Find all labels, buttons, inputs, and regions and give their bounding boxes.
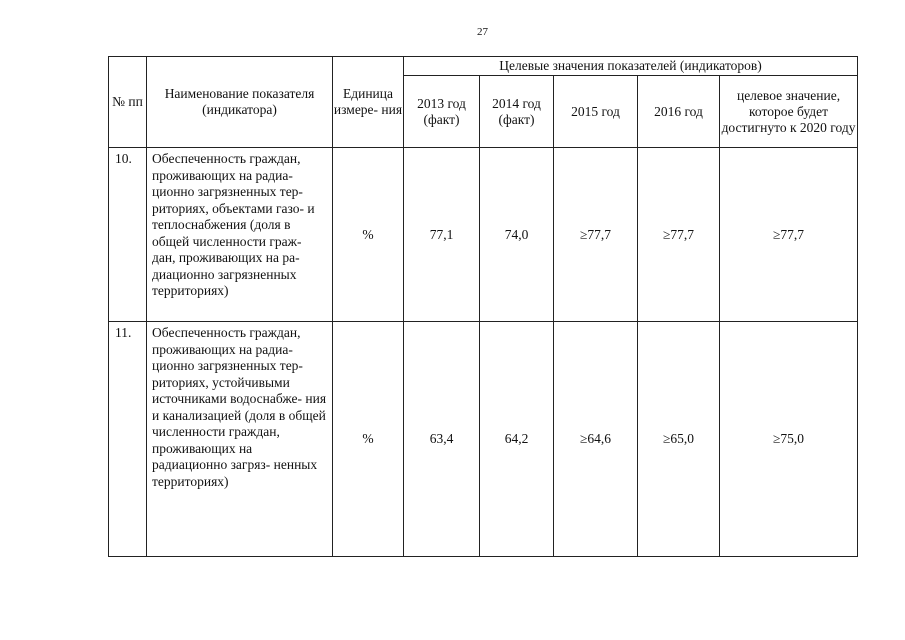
- header-group-text: Целевые значения показателей (индикаторов): [499, 58, 762, 73]
- header-2014: [480, 76, 554, 148]
- value-target-2020: ≥75,0: [720, 322, 858, 557]
- header-target-values-group: [404, 57, 858, 76]
- unit-cell: %: [333, 322, 404, 557]
- header-row-top: [109, 57, 858, 76]
- header-2014-text: 2014 год (факт): [492, 95, 541, 127]
- value-2013: 77,1: [404, 148, 480, 322]
- value-2015: ≥77,7: [554, 148, 638, 322]
- row-number: 10.: [109, 148, 147, 322]
- value-2016: ≥65,0: [638, 322, 720, 557]
- header-2015: [554, 76, 638, 148]
- indicator-name: Обеспеченность граждан, проживающих на радиа- ционно загрязненных тер- риториях, объектами газо- и теплоснабжения (доля в общей численности граж- дан, проживающих на ра- диационно загрязненных территориях): [147, 148, 333, 322]
- value-2016: ≥77,7: [638, 148, 720, 322]
- header-num-text: № пп: [112, 94, 143, 109]
- header-unit: [333, 57, 404, 148]
- page-number: 27: [477, 26, 488, 38]
- value-2014: 64,2: [480, 322, 554, 557]
- value-target-2020: ≥77,7: [720, 148, 858, 322]
- indicators-table: [108, 56, 858, 557]
- unit-cell: %: [333, 148, 404, 322]
- header-name-text: Наименование показателя (индикатора): [164, 86, 315, 117]
- header-name: [147, 57, 333, 148]
- value-2015: ≥64,6: [554, 322, 638, 557]
- header-target-2020: [720, 76, 858, 148]
- header-2016: [638, 76, 720, 148]
- indicator-name: Обеспеченность граждан, проживающих на радиа- ционно загрязненных тер- риториях, устойчивыми источниками водоснабже- ния и канализацией (доля в общей численности граждан, проживающих на радиационно загряз- ненных территориях): [147, 322, 333, 557]
- row-number: 11.: [109, 322, 147, 557]
- header-unit-text: Единица измере- ния: [333, 86, 403, 117]
- header-2015-text: 2015 год: [571, 103, 620, 119]
- value-2014: 74,0: [480, 148, 554, 322]
- header-2016-text: 2016 год: [654, 103, 703, 119]
- header-num: [109, 57, 147, 148]
- table-row: [109, 322, 858, 557]
- value-2013: 63,4: [404, 322, 480, 557]
- header-2013: [404, 76, 480, 148]
- header-target-text: целевое значение, которое будет достигнуто к 2020 году: [721, 87, 856, 135]
- header-2013-text: 2013 год (факт): [417, 95, 466, 127]
- table-row: [109, 148, 858, 322]
